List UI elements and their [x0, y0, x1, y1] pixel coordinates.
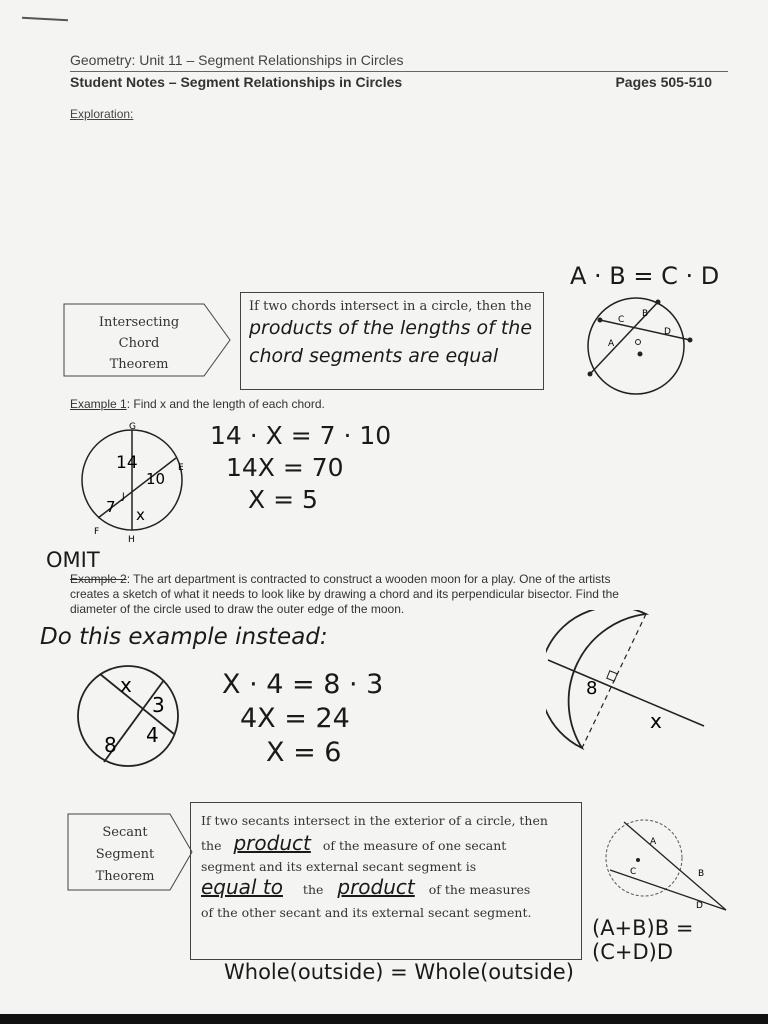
- ex1-work-1: 14 · X = 7 · 10: [210, 421, 392, 450]
- moon-label-x: x: [650, 709, 662, 733]
- omit-note: OMIT: [46, 548, 100, 572]
- secant-name-line-2: Segment: [95, 847, 155, 862]
- chord-theorem-statement-box: [240, 292, 544, 390]
- secant-line-1: If two secants intersect in the exterior of a circle, then: [201, 813, 548, 828]
- ex2-seg-x: x: [120, 673, 132, 697]
- secant-blank-2: equal to: [201, 875, 283, 899]
- secant-line-2: [201, 831, 506, 855]
- chord-formula: A · B = C · D: [570, 262, 720, 290]
- example-2-line-2: creates a sketch of what it needs to look like by drawing a chord and its perpendicular bisector. Find the: [70, 587, 619, 601]
- secant-line-5: of the other secant and its external secant segment.: [201, 905, 532, 920]
- chord-name-line-2: Chord: [118, 336, 160, 351]
- example-1-diagram: [72, 420, 202, 544]
- ex1-label-f: F: [94, 527, 100, 537]
- example-2-work: [222, 668, 383, 770]
- ex1-work-2: 14X = 70: [226, 453, 344, 482]
- example-1-label: Example 1: [70, 397, 127, 411]
- chord-label-d: D: [664, 327, 671, 337]
- example-2-diagram: [70, 662, 190, 772]
- exploration-label: Exploration:: [70, 107, 134, 121]
- secant-name-line-3: Theorem: [95, 869, 155, 884]
- secant-label-d: D: [696, 901, 703, 911]
- ex1-label-h: H: [128, 535, 135, 544]
- ex1-work-3: X = 5: [248, 485, 318, 514]
- instead-note: Do this example instead:: [40, 624, 328, 650]
- chord-label-c: C: [618, 315, 625, 325]
- ex1-label-e: E: [178, 463, 184, 473]
- example-1-prompt: : Find x and the length of each chord.: [126, 397, 325, 411]
- chord-name-line-3: Theorem: [109, 357, 169, 372]
- secant-blank-3: product: [337, 875, 415, 899]
- moon-diagram: [546, 610, 710, 752]
- secant-line-4-mid: the: [302, 882, 324, 897]
- secant-summary: Whole(outside) = Whole(outside): [224, 960, 574, 984]
- secant-line-3: segment and its external secant segment is: [201, 859, 477, 874]
- notes-title: Student Notes – Segment Relationships in Circles: [70, 74, 403, 90]
- example-2-line-3: diameter of the circle used to draw the outer edge of the moon.: [70, 602, 405, 616]
- secant-label-a: A: [650, 837, 657, 847]
- secant-blank-1: product: [233, 831, 311, 855]
- chord-name-line-1: Intersecting: [98, 315, 180, 330]
- secant-theorem-statement-box: [190, 802, 582, 960]
- ex1-seg-x: x: [136, 506, 145, 524]
- secant-theorem-diagram: [602, 814, 732, 914]
- ex2-seg-3: 3: [152, 693, 165, 717]
- ex2-work-1: X · 4 = 8 · 3: [222, 669, 384, 700]
- course-title: Geometry: Unit 11 – Segment Relationships in Circles: [70, 52, 404, 68]
- corner-mark: [22, 17, 68, 21]
- header-divider: [70, 71, 728, 72]
- ex2-work-2: 4X = 24: [240, 703, 350, 734]
- ex1-seg-10: 10: [146, 470, 166, 488]
- ex1-label-g: G: [129, 422, 136, 432]
- moon-label-8: 8: [586, 678, 598, 699]
- ex1-label-j: J: [122, 492, 125, 502]
- example-2-label: Example 2: [70, 572, 127, 586]
- chord-label-a: A: [608, 339, 615, 349]
- chord-theorem-diagram: [580, 296, 700, 396]
- scan-edge: [0, 1014, 768, 1024]
- page-range: Pages 505-510: [615, 74, 712, 90]
- secant-theorem-name: [70, 822, 180, 888]
- secant-line-4: [201, 875, 530, 899]
- ex2-seg-8: 8: [104, 733, 117, 757]
- secant-line-4-post: of the measures: [428, 882, 531, 897]
- chord-theorem-name: [66, 312, 212, 375]
- example-1-text: [70, 397, 325, 411]
- secant-formula: (A+B)B = (C+D)D: [592, 916, 694, 964]
- ex2-work-3: X = 6: [266, 737, 342, 768]
- ex2-seg-4: 4: [146, 723, 159, 747]
- secant-label-c: C: [630, 867, 637, 877]
- secant-line-2-post: of the measure of one secant: [322, 838, 507, 853]
- chord-statement-hand-1: products of the lengths of the: [249, 317, 533, 339]
- ex1-seg-7: 7: [106, 498, 116, 516]
- chord-label-b: B: [642, 309, 649, 319]
- example-2-line-1: : The art department is contracted to construct a wooden moon for a play. One of the artists: [126, 572, 611, 586]
- secant-name-line-1: Secant: [102, 825, 148, 840]
- secant-line-2-pre: the: [201, 838, 222, 853]
- example-1-work: [210, 420, 391, 516]
- ex1-seg-14: 14: [116, 453, 138, 473]
- secant-label-b: B: [698, 869, 705, 879]
- chord-statement-hand-2: chord segments are equal: [249, 345, 499, 367]
- chord-statement-printed: If two chords intersect in a circle, then the: [249, 299, 532, 314]
